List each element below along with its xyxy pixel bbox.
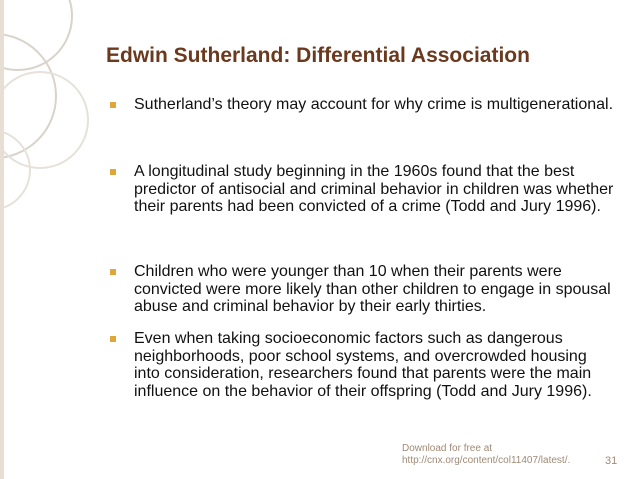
bullet-text: Even when taking socioeconomic factors such as dangerous neighborhoods, poor school systems, and overcrowded housing into consideration, researchers found that parents were the main influence on the behavior of their offspring (Todd and Jury 1996). (134, 330, 592, 400)
download-line-1: Download for free at (402, 443, 493, 454)
bullet-text: Sutherland’s theory may account for why crime is multigenerational. (134, 96, 614, 113)
bullet-marker (110, 102, 116, 108)
download-url[interactable]: http://cnx.org/content/col11407/latest/. (402, 455, 571, 466)
bullet-marker (110, 169, 116, 175)
bullet-marker (110, 269, 116, 275)
decorative-circles (0, 0, 100, 479)
bullet-text: A longitudinal study beginning in the 1960s found that the best predictor of antisocial and criminal behavior in children was whether their parents had been convicted of a crime (Todd and Jury 1996). (134, 163, 614, 216)
slide-title: Edwin Sutherland: Differential Association (106, 44, 530, 67)
bullet-marker (110, 336, 116, 342)
bullet-text: Children who were younger than 10 when their parents were convicted were more likely than other children to engage in spousal abuse and criminal behavior by their early thirties. (134, 263, 611, 316)
page-number: 31 (605, 455, 618, 467)
download-link[interactable] (402, 443, 570, 467)
